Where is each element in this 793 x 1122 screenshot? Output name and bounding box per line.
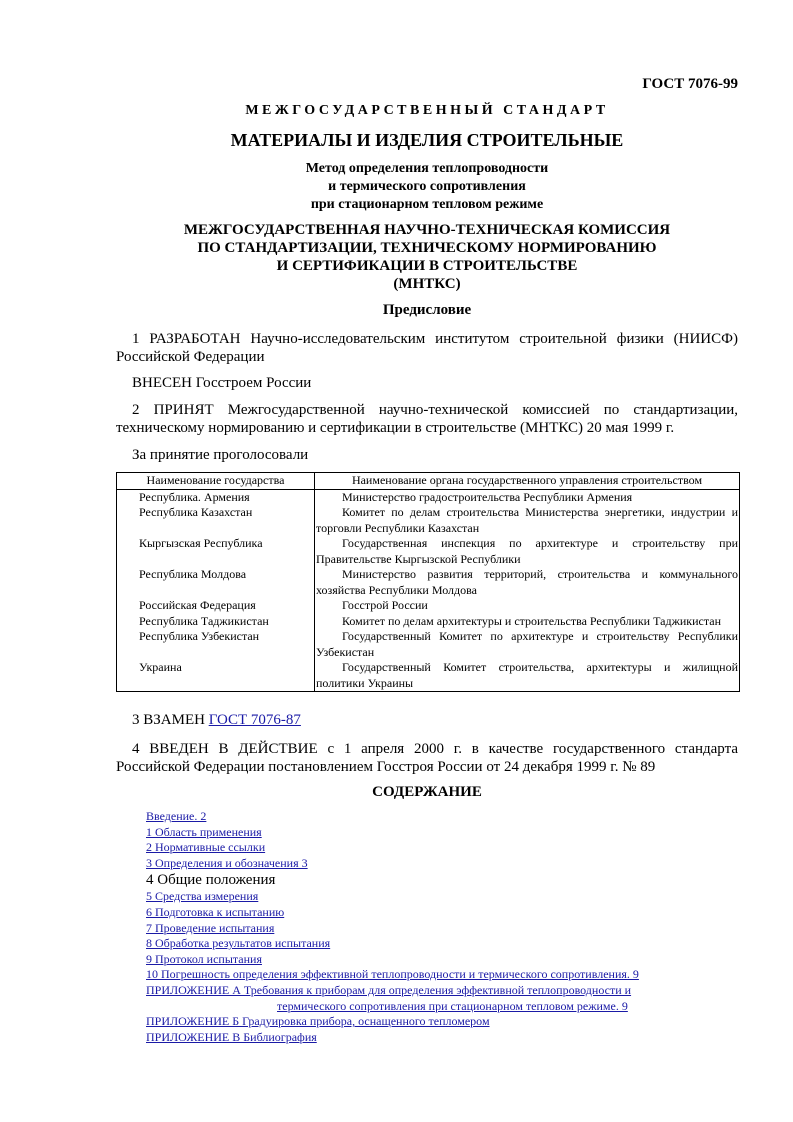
table-row: [117, 505, 740, 536]
toc-heading: СОДЕРЖАНИЕ: [372, 784, 482, 800]
toc-link[interactable]: Введение. 2: [146, 809, 207, 823]
authority-cell: Комитет по делам архитектуры и строительства Республики Таджикистан: [315, 614, 740, 630]
commission-line: И СЕРТИФИКАЦИИ В СТРОИТЕЛЬСТВЕ: [276, 258, 578, 274]
table-row: [117, 489, 740, 505]
foreword-p1: 1 РАЗРАБОТАН Научно-исследовательским институтом строительной физики (НИИСФ) Российской Федерации: [116, 331, 738, 365]
foreword-p3: [116, 711, 738, 729]
toc-link[interactable]: 8 Обработка результатов испытания: [146, 936, 331, 951]
table-row: [117, 598, 740, 614]
toc-item: [146, 856, 746, 872]
state-cell: Украина: [117, 660, 315, 692]
toc-item: [146, 936, 746, 952]
toc-item: [146, 952, 746, 968]
authority-cell: Государственный Комитет строительства, архитектуры и жилищной политики Украины: [316, 660, 738, 690]
gost-link[interactable]: ГОСТ 7076-87: [208, 712, 301, 728]
toc-text: 4 Общие положения: [146, 872, 276, 889]
toc-link[interactable]: 1 Область применения: [146, 824, 262, 839]
toc-item: [146, 999, 746, 1015]
p3-text: 3 ВЗАМЕН: [132, 712, 209, 728]
subtitle-line: при стационарном тепловом режиме: [310, 197, 544, 212]
toc-item: [146, 921, 746, 937]
authority-cell: Министерство развития территорий, строительства и коммунального хозяйства Республики Молдова: [316, 567, 738, 597]
state-cell: Республика Таджикистан: [117, 614, 315, 630]
toc-item: [146, 1014, 746, 1030]
toc-link[interactable]: 9 Протокол испытания: [146, 951, 262, 966]
foreword-p4: 4 ВВЕДЕН В ДЕЙСТВИЕ с 1 апреля 2000 г. в качестве государственного стандарта Российской Федерации постановлением Госстроя России от 24 декабря 1999 г. № 89: [116, 741, 738, 775]
state-cell: Республика Казахстан: [117, 505, 315, 536]
table-of-contents: [146, 809, 746, 1045]
commission-line: ПО СТАНДАРТИЗАЦИИ, ТЕХНИЧЕСКОМУ НОРМИРОВАНИЮ: [197, 240, 657, 256]
toc-link[interactable]: 3 Определения и обозначения 3: [146, 855, 308, 870]
toc-item: [146, 905, 746, 921]
column-header: Наименование государства: [117, 473, 315, 490]
state-cell: Республика Узбекистан: [117, 629, 315, 660]
table-row: [117, 567, 740, 598]
toc-link[interactable]: 5 Средства измерения: [146, 889, 259, 904]
standard-code: ГОСТ 7076-99: [642, 76, 738, 92]
authority-cell: Госстрой России: [315, 598, 740, 614]
document-title: МАТЕРИАЛЫ И ИЗДЕЛИЯ СТРОИТЕЛЬНЫЕ: [230, 130, 624, 150]
foreword-heading: Предисловие: [382, 302, 472, 318]
authority-cell: Государственная инспекция по архитектуре и строительству при Правительстве Кыргызской Республики: [316, 536, 738, 566]
toc-link[interactable]: 6 Подготовка к испытанию: [146, 904, 285, 919]
toc-link[interactable]: ПРИЛОЖЕНИЕ А Требования к приборам для определения эффективной теплопроводности и: [146, 982, 632, 997]
vote-label: За принятие проголосовали: [132, 447, 309, 463]
foreword-p2: 2 ПРИНЯТ Межгосударственной научно-технической комиссией по стандартизации, техническому нормированию и сертификации в строительстве (МНТКС) 20 мая 1999 г.: [116, 402, 738, 436]
toc-item: [146, 871, 746, 889]
foreword-vnesen: ВНЕСЕН Госстроем России: [132, 375, 312, 391]
toc-link[interactable]: ПРИЛОЖЕНИЕ Б Градуировка прибора, оснащенного тепломером: [146, 1014, 490, 1029]
column-header: Наименование органа государственного управления строительством: [315, 473, 740, 490]
toc-item: [146, 967, 746, 983]
commission-name: [116, 221, 738, 293]
commission-line: (МНТКС): [393, 276, 461, 292]
table-row: [117, 660, 740, 692]
toc-item: [146, 840, 746, 856]
toc-item: [146, 809, 746, 825]
toc-item: [146, 1030, 746, 1046]
toc-link[interactable]: 2 Нормативные ссылки: [146, 840, 266, 855]
subtitle-line: и термического сопротивления: [328, 179, 526, 194]
toc-link[interactable]: термического сопротивления при стационарном тепловом режиме. 9: [277, 998, 628, 1013]
table-row: [117, 536, 740, 567]
commission-line: МЕЖГОСУДАРСТВЕННАЯ НАУЧНО-ТЕХНИЧЕСКАЯ КОМИССИЯ: [183, 222, 671, 238]
state-cell: Республика Молдова: [117, 567, 315, 598]
authority-cell: Министерство градостроительства Республики Армения: [315, 489, 740, 505]
authority-cell: Государственный Комитет по архитектуре и строительству Республики Узбекистан: [316, 629, 738, 659]
state-cell: Кыргызская Республика: [117, 536, 315, 567]
toc-link[interactable]: 7 Проведение испытания: [146, 920, 275, 935]
toc-item: [146, 889, 746, 905]
table-row: [117, 629, 740, 660]
toc-link[interactable]: ПРИЛОЖЕНИЕ В Библиография: [146, 1029, 317, 1044]
voting-table: [116, 472, 738, 692]
toc-item: [146, 825, 746, 841]
toc-link[interactable]: 10 Погрешность определения эффективной теплопроводности и термического сопротивления. 9: [146, 967, 639, 982]
state-cell: Российская Федерация: [117, 598, 315, 614]
state-cell: Республика. Армения: [117, 489, 315, 505]
toc-item: [146, 983, 746, 999]
subtitle: [116, 160, 738, 214]
table-row: [117, 614, 740, 630]
standard-kind: МЕЖГОСУДАРСТВЕННЫЙ СТАНДАРТ: [245, 103, 609, 118]
authority-cell: Комитет по делам строительства Министерства энергетики, индустрии и торговли Республики Казахстан: [316, 505, 738, 535]
subtitle-line: Метод определения теплопроводности: [305, 161, 549, 176]
